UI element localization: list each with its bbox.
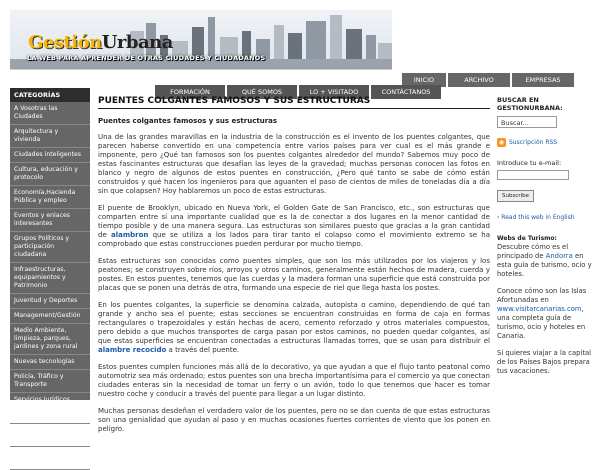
tourism-text-part: , una completa guía de turismo, ocio y hoteles en Canaria. — [497, 305, 586, 340]
subscribe-button[interactable]: Subscribe — [497, 190, 534, 202]
tourism-text-part: Conoce cómo son las Islas Afortunadas en — [497, 287, 587, 304]
skyline-building — [366, 35, 376, 61]
skyline-building — [274, 25, 284, 61]
category-link[interactable]: Eventos y enlaces interesantes — [10, 209, 90, 232]
article-paragraph: Estos puentes cumplen funciones más allá de lo decorativo, ya que ayudan a que el flujo tanto peatonal como automotriz sea más ordenado; estos puentes son una brecha importantísima para el comercio ya que conectan ciudades enteras sin la necesidad de tomar un ferry o un avión, todo lo que tenemos que hacer es tomar nuestro coche y conducir a través del puente para llegar a un lugar distinto. — [98, 363, 490, 398]
email-label: Introduce tu e-mail: — [497, 159, 562, 167]
skyline-building — [330, 15, 342, 61]
article-paragraph — [98, 204, 490, 249]
category-link[interactable]: A Vosotras las Ciudades — [10, 102, 90, 125]
article-paragraph: Muchas personas desdeñan el verdadero valor de los puentes, pero no se dan cuenta de que estas estructuras son una genialidad que ayudan al paso y en muchas ocasiones fuertes corrientes de viento que los ponen en peligro. — [98, 407, 490, 433]
paragraph-text: El puente de Brooklyn, ubicado en Nueva York, el Golden Gate de San Francisco, etc., son estructuras que comparten entre sí una importante cualidad que es la de conectar a dos lugares en la menor cantidad de tiempo posible y de una manera segura. Las estructuras son similares puesto que gracias a la gran cantidad de — [98, 204, 490, 239]
categories-title: CATEGORÍAS — [10, 88, 90, 102]
paragraph-text: a través del puente. — [166, 346, 240, 354]
logo-part1: Gestión — [28, 32, 102, 53]
category-link[interactable]: Economía,Hacienda Pública y empleo — [10, 186, 90, 209]
category-link[interactable]: Ciudades inteligentes — [10, 148, 90, 163]
tourism-text — [497, 243, 592, 279]
subnav-item-formacion[interactable]: FORMACIÓN — [155, 85, 225, 99]
category-link[interactable]: Grupos Políticos y participación ciudadana — [10, 232, 90, 263]
category-link[interactable]: Management/Gestión — [10, 309, 90, 324]
category-link[interactable]: Turismo, Comercio y Festejos — [10, 447, 90, 470]
category-link[interactable]: Juventud y Deportes — [10, 294, 90, 309]
andorra-link[interactable]: Andorra — [545, 252, 573, 260]
subnav-item-contactanos[interactable]: CONTÁCTANOS — [371, 85, 441, 99]
tourism-webs-title: Webs de Turismo: — [497, 235, 557, 242]
subnav-item-lo-mas-visitado[interactable]: LO + VISITADO — [299, 85, 369, 99]
alambre-recocido-link[interactable]: alambre recocido — [98, 346, 167, 354]
categories-sidebar — [10, 88, 90, 465]
category-link[interactable]: Nuevas tecnologías — [10, 355, 90, 370]
tourism-text — [497, 287, 592, 341]
category-link[interactable]: Policía, Tráfico y Transporte — [10, 370, 90, 393]
category-link[interactable]: Servicios sociales y consumo — [10, 424, 90, 447]
right-sidebar — [497, 96, 592, 376]
topnav-item-empresas[interactable]: EMPRESAS — [512, 73, 574, 87]
category-link[interactable]: Servicios Jurídicos, Contratación y Recursos Humanos — [10, 393, 90, 424]
category-link[interactable]: Infraestructuras, equipamientos y Patrimonio — [10, 263, 90, 294]
tourism-text: Si quieres viajar a la capital de los Países Bajos prepara tus vacaciones. — [497, 349, 592, 375]
paragraph-text: En los puentes colgantes, la superficie se denomina calzada, autopista o camino, dependiendo de qué tan grande y ancho sea el puente; estas secciones se encuentran construidas en forma de caja en formas rectangulares o trapezoidales y están hechas de acero, cemento reforzado y otros materiales compuestos, pero debido a que muchos transportes de carga pasan por estos caminos, no pueden quedar colgantes, así que estas superficies se encuentran conectadas a estructuras llamadas torres, que se usan para distribuir el — [98, 301, 490, 345]
site-tagline: LA WEB PARA APRENDER DE OTRAS CIUDADES Y CIUDADANOS — [27, 54, 266, 62]
logo-part2: Urbana — [101, 32, 173, 53]
visitarcanarias-link[interactable]: www.visitarcanarias.com — [497, 305, 582, 313]
header-banner — [10, 10, 392, 70]
rss-label: Suscripción RSS — [509, 139, 558, 146]
subnav-item-que-somos[interactable]: QUÉ SOMOS — [227, 85, 297, 99]
skyline-building — [346, 29, 362, 61]
category-link[interactable]: Arquitectura y vivienda — [10, 125, 90, 148]
topnav-item-inicio[interactable]: INICIO — [402, 73, 446, 87]
article-paragraph: Estas estructuras son conocidas como puentes simples, que son los más utilizados por los viajeros y los peatones; se construyen sobre ríos, arroyos y otros caminos, generalmente están hechos de madera, cuerda y postes. En estos puentes, tenemos que las cuerdas y la madera forman una superficie que está construida por placas que se ponen una detrás de otra, formando una especie de riel que llega hasta los postes. — [98, 257, 490, 292]
article-paragraph — [98, 301, 490, 355]
category-link[interactable]: Medio Ambiente, limpieza, parques, jardines y zona rural — [10, 324, 90, 355]
email-input[interactable] — [497, 170, 569, 180]
paragraph-text: que se utiliza a los lados para tirar tanto el colapso como el movimiento extremo se ha comprobado que estas construcciones pueden perdurar por mucho tiempo. — [98, 231, 490, 248]
search-title: BUSCAR EN GESTIONURBANA: — [497, 96, 563, 112]
article — [98, 96, 490, 434]
rss-subscription[interactable] — [497, 138, 592, 147]
site-logo[interactable] — [28, 32, 173, 53]
article-title[interactable]: PUENTES COLGANTES FAMOSOS Y SUS ESTRUCTURAS — [98, 96, 490, 109]
rss-icon: ◉ — [498, 139, 505, 146]
skyline-building — [288, 33, 302, 61]
alambron-link[interactable]: alambron — [110, 231, 149, 239]
article-paragraph: Una de las grandes maravillas en la industria de la construcción es el invento de los puentes colgantes, que parecen haberse convertido en una competencia entre varios países para ver cual es el más grande e imponente, pero ¿Qué tan famosos son los puentes colgantes alrededor del mundo? Sabemos muy poco de estas fascinantes estructuras que desafían las leyes de la gravedad; muchas personas conocen las fotos en blanco y negro de algunos de estos puentes en construcción, ¿Pero qué tanto se sabe de cómo están construidos y qué hacen los ingenieros para que aguanten el paso de cientos de miles de toneladas día a día sin que colapsen? Hoy hablaremos un poco de estas estructuras. — [98, 133, 490, 195]
skyline-building — [306, 21, 326, 61]
category-link[interactable]: Cultura, educación y protocolo — [10, 163, 90, 186]
article-subheading: Puentes colgantes famosos y sus estructuras — [98, 117, 278, 125]
tourism-text-part: Descubre cómo es el principado de — [497, 243, 569, 260]
tourism-text-part: en esta guía de turismo, ocio y hoteles. — [497, 252, 592, 278]
topnav-item-archivo[interactable]: ARCHIVO — [448, 73, 510, 87]
english-version-link[interactable]: › Read this web in English — [497, 214, 575, 221]
search-input[interactable]: Buscar... — [497, 116, 557, 128]
